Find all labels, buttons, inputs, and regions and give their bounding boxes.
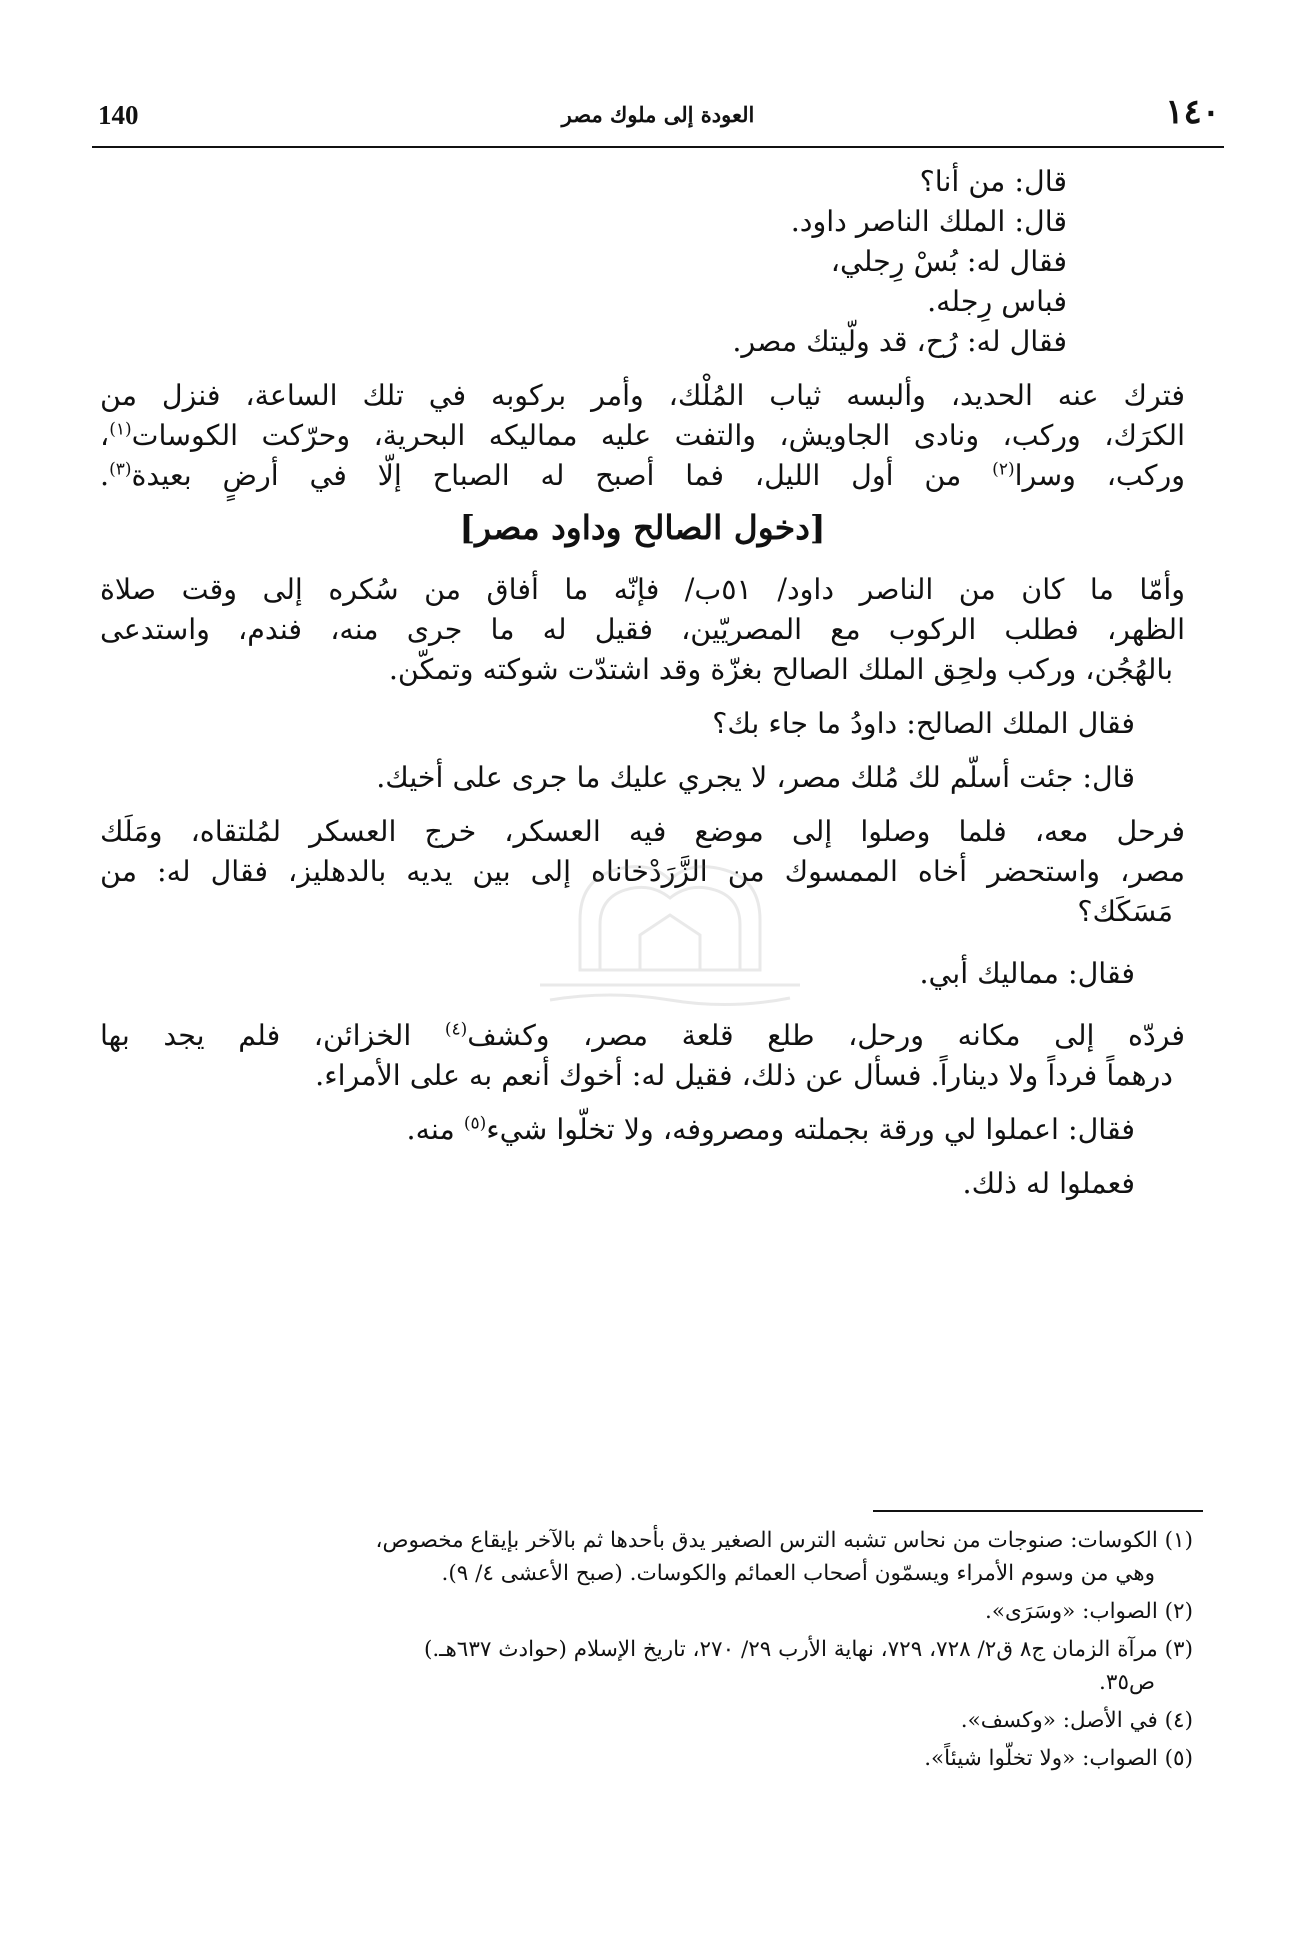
dialogue-line — [100, 1110, 1185, 1150]
paragraph-line: فترك عنه الحديد، وألبسه ثياب المُلْك، وأمر بركوبه في تلك الساعة، فنزل من — [100, 379, 1185, 412]
paragraph-text: وركب، وسرا — [1014, 459, 1185, 492]
footnote-line: وهي من وسوم الأمراء ويسمّون أصحاب العمائم والكوسات. (صبح الأعشى ٤/ ٩). — [441, 1561, 1155, 1586]
paragraph-text: من أول الليل، فما أصبح له الصباح إلّا في أرضٍ بعيدة — [131, 459, 962, 492]
footnote-rule — [873, 1510, 1203, 1512]
paragraph-line: الظهر، فطلب الركوب مع المصريّين، فقيل له ما جرى منه، فندم، واستدعى — [100, 613, 1185, 646]
footnote-ref: (٢) — [992, 459, 1015, 480]
paragraph-line: فرحل معه، فلما وصلوا إلى موضع فيه العسكر، خرج العسكر لمُلتقاه، ومَلَك — [100, 815, 1185, 848]
dialogue-line: قال: جئت أسلّم لك مُلك مصر، لا يجري عليك ما جرى على أخيك. — [376, 761, 1135, 794]
footnotes — [100, 1524, 1195, 1780]
footnote — [100, 1704, 1195, 1737]
page-number-arabic: ١٤٠ — [1165, 92, 1220, 132]
paragraph-line: وأمّا ما كان من الناصر داود/ ٥١ب/ فإنّه ما أفاق من سُكره إلى وقت صلاة — [100, 573, 1185, 606]
footnote-line: (٣) مرآة الزمان ج٨ ق٢/ ٧٢٨، ٧٢٩، نهاية الأرب ٢٩/ ٢٧٠، تاريخ الإسلام (حوادث ٦٣٧هـ.) — [423, 1637, 1193, 1662]
footnote — [100, 1524, 1195, 1590]
footnote-ref: (١) — [109, 419, 132, 440]
paragraph-line — [100, 1016, 1185, 1056]
footnote-line: (٥) الصواب: «ولا تخلّوا شيئاً». — [924, 1746, 1193, 1771]
dialogue-line: فعملوا له ذلك. — [962, 1167, 1135, 1200]
section-heading: [دخول الصالح وداود مصر] — [459, 508, 826, 547]
footnote — [100, 1633, 1195, 1699]
footnote-line: (٢) الصواب: «وسَرَى». — [985, 1599, 1193, 1624]
paragraph-line — [100, 456, 1185, 496]
dialogue-line: فباس رِجله. — [927, 285, 1067, 318]
dialogue-line: قال: الملك الناصر داود. — [790, 205, 1067, 238]
punctuation: . — [100, 459, 110, 492]
paragraph-line: بالهُجُن، وركب ولحِق الملك الصالح بغزّة وقد اشتدّت شوكته وتمكّن. — [388, 653, 1173, 686]
main-text — [100, 162, 1185, 1204]
paragraph-line: مَسَكَك؟ — [1077, 895, 1173, 928]
paragraph-line: مصر، واستحضر أخاه الممسوك من الزَّرَدْخاناه إلى بين يديه بالدهليز، فقال له: من — [100, 855, 1185, 888]
book-title: العودة إلى ملوك مصر — [561, 102, 755, 127]
dialogue-line: فقال الملك الصالح: داودُ ما جاء بك؟ — [712, 707, 1135, 740]
running-header — [92, 88, 1224, 148]
paragraph-line — [100, 416, 1185, 456]
dialogue-line: قال: من أنا؟ — [919, 165, 1067, 198]
footnote — [100, 1595, 1195, 1628]
dialogue-line: فقال له: رُح، قد ولّيتك مصر. — [732, 325, 1067, 358]
paragraph-text: الخزائن، فلم يجد بها — [100, 1019, 412, 1052]
footnote-ref: (٣) — [109, 459, 132, 480]
dialogue-line: فقال له: بُسْ رِجلي، — [830, 245, 1067, 278]
footnote-ref: (٥) — [463, 1113, 487, 1134]
paragraph-text: فردّه إلى مكانه ورحل، طلع قلعة مصر، وكشف — [467, 1019, 1185, 1052]
footnote-line: ص٣٥. — [1099, 1670, 1155, 1695]
footnote-ref: (٤) — [444, 1019, 468, 1040]
paragraph-line: درهماً فرداً ولا ديناراً. فسأل عن ذلك، فقيل له: أخوك أنعم به على الأمراء. — [315, 1059, 1173, 1092]
footnote — [100, 1742, 1195, 1775]
dialogue-line: فقال: مماليك أبي. — [919, 957, 1135, 990]
footnote-line: (٤) في الأصل: «وكسف». — [960, 1708, 1193, 1733]
paragraph-text: منه. — [406, 1113, 455, 1146]
paragraph-text: الكرَك، وركب، ونادى الجاويش، والتفت عليه مماليكه البحرية، وحرّكت الكوسات — [131, 419, 1185, 452]
footnote-line: (١) الكوسات: صنوجات من نحاس تشبه الترس الصغير يدق بأحدها ثم بالآخر بإيقاع مخصوص، — [375, 1528, 1193, 1553]
punctuation: ، — [100, 419, 110, 452]
page-number-latin: 140 — [98, 100, 139, 130]
paragraph-text: فقال: اعملوا لي ورقة بجملته ومصروفه، ولا تخلّوا شيء — [486, 1113, 1135, 1146]
